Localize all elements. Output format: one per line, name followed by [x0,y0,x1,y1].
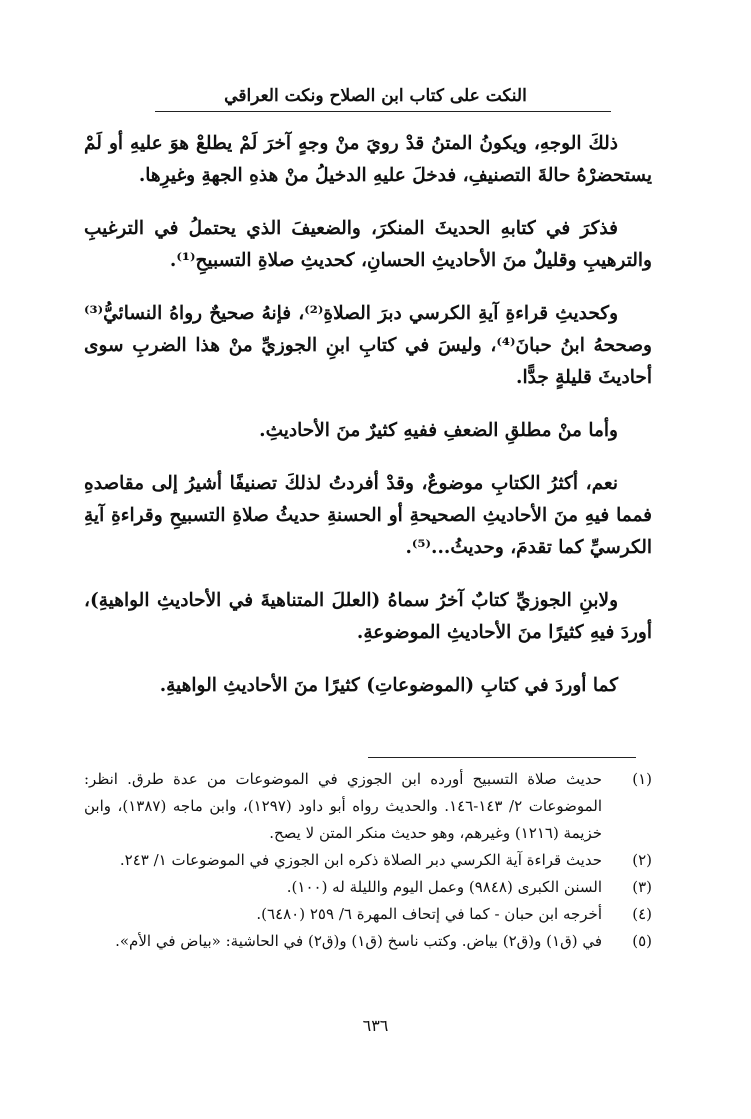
body-paragraph-4: وأما منْ مطلقِ الضعفِ ففيهِ كثيرٌ منَ الأحاديثِ. [259,420,618,441]
footnote-text: السنن الكبرى (٩٨٤٨) وعمل اليوم والليلة له (١٠٠). [286,878,602,896]
running-title: النكت على كتاب ابن الصلاح ونكت العراقي [224,86,527,106]
footnote-4 [84,901,652,928]
body-paragraph-6: ولابنِ الجوزيِّ كتابٌ آخرُ سماهُ (العللَ المتناهيةَ في الأحاديثِ الواهيةِ)، أوردَ فيهِ كثيرًا منَ الأحاديثِ الموضوعةِ. [84,590,652,643]
footnote-number: (٥) [632,932,652,950]
footnote-number: (٢) [632,851,652,869]
main-text [84,128,652,723]
body-paragraph-7: كما أوردَ في كتابِ (الموضوعاتِ) كثيرًا منَ الأحاديثِ الواهيةِ. [159,675,618,696]
body-paragraph-3: وكحديثِ قراءةِ آيةِ الكرسي دبرَ الصلاةِ⁽²⁾، فإنهُ صحيحٌ رواهُ النسائيُّ⁽³⁾ وصححهُ ابنُ حبانَ⁽⁴⁾، وليسَ في كتابِ ابنِ الجوزيِّ منْ هذا الضربِ سوى أحاديثَ قليلةٍ جدًّا. [84,303,652,388]
body-paragraph-1: ذلكَ الوجهِ، ويكونُ المتنُ قدْ رويَ منْ وجهٍ آخرَ لَمْ يطلعْ هوَ عليهِ أو لَمْ يستحضرْهُ حالةَ التصنيفِ، فدخلَ عليهِ الدخيلُ منْ هذهِ الجهةِ وغيرِها. [84,133,652,186]
footnote-text: حديث قراءة آية الكرسي دبر الصلاة ذكره ابن الجوزي في الموضوعات ١/ ٢٤٣. [119,851,602,869]
header-divider [155,111,611,112]
footnote-number: (٤) [632,905,652,923]
footnote-text: حديث صلاة التسبيح أورده ابن الجوزي في الموضوعات من عدة طرق. انظر: الموضوعات ٢/ ١٤٣-١٤٦. والحديث رواه أبو داود (١٢٩٧)، وابن ماجه (١٣٨٧)، وابن خزيمة (١٢١٦) وغيرهم، وهو حديث منكر المتن لا يصح. [84,770,602,842]
footnote-3 [84,874,652,901]
footnote-number: (١) [632,770,652,788]
footnote-text: أخرجه ابن حبان - كما في إتحاف المهرة ٦/ ٢٥٩ (٦٤٨٠). [256,905,602,923]
footnote-5 [84,928,652,955]
body-paragraph-2: فذكرَ في كتابهِ الحديثَ المنكرَ، والضعيفَ الذي يحتملُ في الترغيبِ والترهيبِ وقليلٌ منَ الأحاديثِ الحسانِ، كحديثِ صلاةِ التسبيحِ⁽¹⁾. [84,218,652,271]
footnote-divider [368,757,636,758]
page-number: ٦٣٦ [362,1016,389,1035]
footnote-2 [84,847,652,874]
body-paragraph-5: نعم، أكثرُ الكتابِ موضوعٌ، وقدْ أفردتُ لذلكَ تصنيفًا أشيرُ إلى مقاصدهِ فمما فيهِ منَ الأحاديثِ الصحيحةِ أو الحسنةِ حديثُ صلاةِ التسبيحِ وقراءةِ آيةِ الكرسيِّ كما تقدمَ، وحديثُ...⁽⁵⁾. [84,473,652,558]
footnote-1 [84,766,652,847]
footnote-text: في (ق١) و(ق٢) بياض. وكتب ناسخ (ق١) و(ق٢) في الحاشية: «بياض في الأم». [115,932,602,950]
footnote-number: (٣) [632,878,652,896]
footnotes [84,766,652,955]
